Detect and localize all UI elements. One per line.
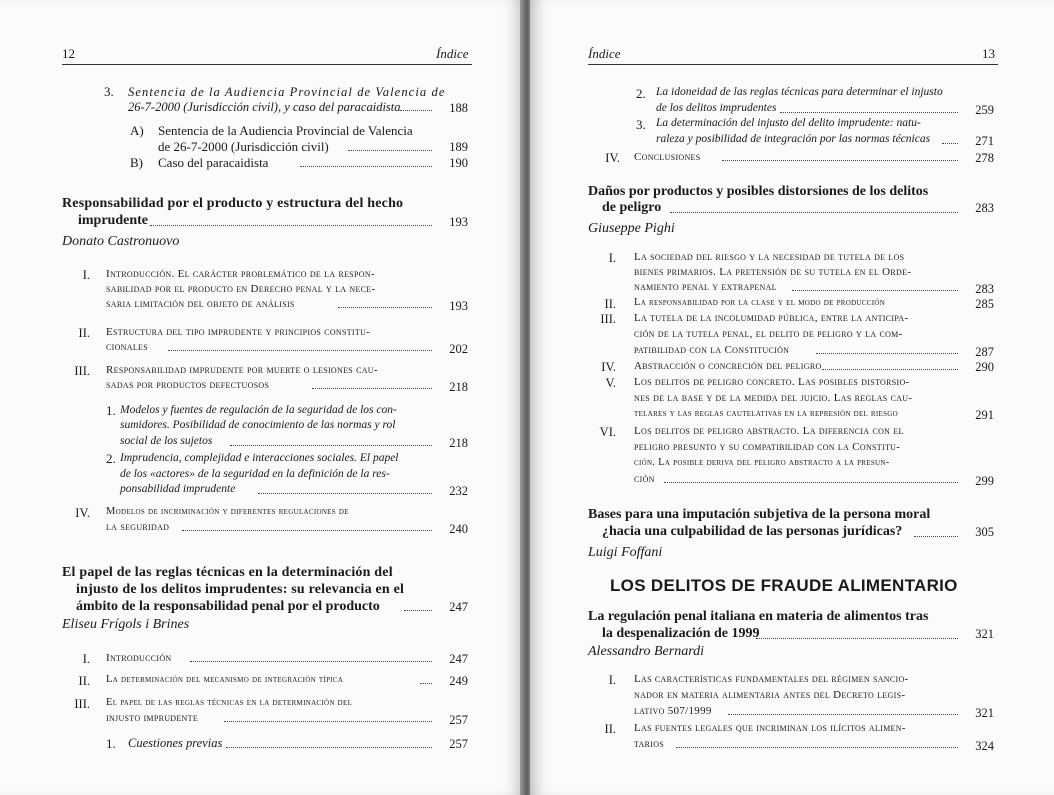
entry-line: 26-7-2000 (Jurisdicción civil), y caso del paracaidista: [128, 100, 401, 114]
item-line: tarios: [634, 738, 665, 750]
dot-leader: [914, 536, 958, 537]
item-page: 257: [449, 713, 468, 727]
item-page: 324: [975, 739, 994, 753]
dot-leader: [780, 112, 958, 113]
item-line: Las fuentes legales que incriminan los ilícitos alimen-: [634, 722, 906, 734]
dot-leader: [420, 683, 432, 684]
dot-leader: [226, 747, 432, 748]
item-line: patibilidad con la Constitución: [634, 344, 790, 356]
item-line: cionales: [106, 341, 148, 353]
item-number: IV.: [75, 506, 90, 520]
header-rule: [588, 64, 998, 65]
dot-leader: [258, 493, 432, 494]
chapter-author: Alessandro Bernardi: [588, 644, 705, 659]
dot-leader: [404, 610, 432, 611]
item-page: 299: [975, 474, 994, 488]
entry-line: de 26-7-2000 (Jurisdicción civil): [158, 139, 329, 154]
dot-leader: [182, 530, 432, 531]
left-page: [0, 0, 523, 795]
dot-leader: [190, 661, 432, 662]
item-line: ción: [634, 473, 655, 485]
item-number: III.: [600, 312, 616, 326]
item-page: 249: [449, 674, 468, 688]
item-line: namiento penal y extrapenal: [634, 281, 777, 293]
item-number: II.: [78, 326, 90, 340]
item-line: telares y las reglas cautelativas en la represión del riesgo: [634, 408, 898, 419]
item-page: 287: [975, 345, 994, 359]
item-number: VI.: [599, 425, 616, 439]
chapter-title: imprudente: [78, 213, 148, 228]
chapter-title: de peligro: [602, 200, 662, 215]
item-page: 240: [449, 522, 468, 536]
item-page: 291: [975, 408, 994, 422]
item-page: 283: [975, 282, 994, 296]
item-number: II.: [604, 722, 616, 736]
item-line: nador en materia alimentaria antes del Decreto legis-: [634, 689, 906, 701]
entry-line: raleza y posibilidad de integración por las normas técnicas: [656, 133, 931, 145]
entry-line: La idoneidad de las reglas técnicas para determinar el injusto: [656, 86, 943, 98]
chapter-page: 305: [975, 525, 994, 539]
dot-leader: [338, 307, 432, 308]
item-number: 1.: [106, 736, 116, 751]
entry-line: de los delitos imprudentes: [656, 102, 777, 114]
dot-leader: [792, 290, 958, 291]
item-line: peligro presunto y su compatibilidad con la Constitu-: [634, 441, 901, 453]
chapter-page: 193: [449, 215, 468, 229]
item-line: injusto imprudente: [106, 712, 199, 724]
item-line: Modelos de incriminación y diferentes regulaciones de: [106, 506, 349, 517]
entry-line: Sentencia de la Audiencia Provincial de Valencia de: [128, 85, 446, 99]
entry-line: Conclusiones: [634, 151, 701, 163]
item-page: 232: [449, 484, 468, 498]
dot-leader: [224, 721, 432, 722]
dot-leader: [756, 638, 958, 639]
entry-page: 259: [975, 103, 994, 117]
chapter-page: 321: [975, 627, 994, 641]
item-line: ción de la tutela penal, el delito de peligro y la com-: [634, 328, 903, 340]
dot-leader: [676, 747, 958, 748]
item-line: sumidores. Posibilidad de conocimiento de las normas y rol: [120, 419, 396, 431]
item-page: 321: [975, 706, 994, 720]
running-head: Índice: [436, 46, 469, 61]
item-number: I.: [82, 268, 90, 282]
item-number: II.: [604, 297, 616, 311]
item-line: Responsabilidad imprudente por muerte o lesiones cau-: [106, 364, 378, 376]
entry-number: 2.: [636, 86, 646, 101]
dot-leader: [670, 212, 958, 213]
item-page: 193: [449, 299, 468, 313]
item-line: ponsabilidad imprudente: [120, 483, 236, 495]
entry-page: 271: [975, 134, 994, 148]
chapter-author: Donato Castronuovo: [62, 234, 180, 249]
item-line: social de los sujetos: [120, 435, 213, 447]
dot-leader: [942, 143, 958, 144]
chapter-title: La regulación penal italiana en materia de alimentos tras: [588, 609, 929, 624]
entry-number: A): [130, 123, 144, 138]
item-line: la seguridad: [106, 521, 170, 533]
item-line: sabilidad por el producto en Derecho penal y la nece-: [106, 283, 376, 295]
item-line: Abstracción o concreción del peligro: [634, 360, 822, 372]
chapter-title: la despenalización de 1999: [602, 626, 760, 641]
chapter-title: El papel de las reglas técnicas en la determinación del: [62, 565, 393, 580]
chapter-page: 283: [975, 201, 994, 215]
item-number: 2.: [106, 451, 116, 466]
item-page: 290: [975, 360, 994, 374]
item-line: lativo 507/1999: [634, 705, 712, 717]
item-line: bienes primarios. La pretensión de su tutela en el Orde-: [634, 266, 912, 278]
item-number: I.: [608, 673, 616, 687]
item-number: III.: [74, 364, 90, 378]
item-line: La responsabilidad por la clase y el modo de producción: [634, 297, 886, 308]
dot-leader: [664, 482, 958, 483]
entry-line: La determinación del injusto del delito imprudente: natu-: [656, 117, 921, 129]
item-number: II.: [78, 674, 90, 688]
chapter-title: Bases para una imputación subjetiva de la persona moral: [588, 507, 931, 522]
item-page: 285: [975, 297, 994, 311]
page-number: 12: [62, 46, 75, 61]
item-line: saria limitación del objeto de análisis: [106, 298, 295, 310]
item-line: Modelos y fuentes de regulación de la seguridad de los con-: [120, 404, 397, 416]
item-line: La tutela de la incolumidad pública, entre la anticipa-: [634, 312, 909, 324]
chapter-page: 247: [449, 600, 468, 614]
dot-leader: [312, 388, 432, 389]
item-line: Estructura del tipo imprudente y principios constitu-: [106, 326, 371, 338]
item-page: 218: [449, 380, 468, 394]
item-number: 1.: [106, 403, 116, 418]
entry-number: 3.: [636, 117, 646, 132]
dot-leader: [822, 369, 958, 370]
item-number: IV.: [601, 360, 616, 374]
entry-page: 278: [975, 151, 994, 165]
item-line: La sociedad del riesgo y la necesidad de tutela de los: [634, 251, 905, 263]
entry-line: Caso del paracaidista: [158, 155, 269, 170]
item-line: Los delitos de peligro concreto. Las posibles distorsio-: [634, 376, 910, 388]
entry-number: IV.: [605, 151, 620, 165]
item-line: El papel de las reglas técnicas en la determinación del: [106, 697, 353, 708]
entry-page: 189: [449, 140, 468, 154]
dot-leader: [400, 110, 432, 111]
entry-page: 188: [449, 101, 468, 115]
header-rule: [62, 64, 472, 65]
chapter-title: injusto de los delitos imprudentes: su relevancia en el: [76, 582, 405, 597]
entry-page: 190: [449, 156, 468, 170]
running-head: Índice: [588, 46, 621, 61]
right-page: [530, 0, 1054, 795]
item-page: 202: [449, 342, 468, 356]
item-line: Las características fundamentales del régimen sancio-: [634, 673, 909, 685]
dot-leader: [348, 150, 432, 151]
item-line: Introducción: [106, 652, 172, 664]
item-line: Imprudencia, complejidad e interacciones sociales. El papel: [120, 452, 399, 464]
item-line: de los «actores» de la seguridad en la definición de la res-: [120, 468, 390, 480]
item-page: 257: [449, 737, 468, 751]
dot-leader: [728, 714, 958, 715]
item-page: 247: [449, 652, 468, 666]
item-page: 218: [449, 436, 468, 450]
chapter-title: ¿hacia una culpabilidad de las personas jurídicas?: [602, 524, 903, 539]
chapter-author: Luigi Foffani: [588, 545, 663, 560]
chapter-author: Eliseu Frígols i Brines: [62, 617, 190, 632]
dot-leader: [722, 160, 958, 161]
item-line: sadas por productos defectuosos: [106, 379, 270, 391]
item-line: Introducción. El carácter problemático de la respon-: [106, 268, 375, 280]
item-line: Cuestiones previas: [128, 736, 223, 750]
chapter-title: ámbito de la responsabilidad penal por el producto: [76, 599, 380, 614]
chapter-author: Giuseppe Pighi: [588, 221, 675, 236]
item-number: I.: [82, 652, 90, 666]
dot-leader: [168, 350, 432, 351]
entry-number: B): [130, 155, 143, 170]
dot-leader: [230, 445, 432, 446]
item-line: Los delitos de peligro abstracto. La diferencia con el: [634, 425, 904, 437]
item-number: I.: [608, 251, 616, 265]
dot-leader: [150, 225, 432, 226]
dot-leader: [816, 353, 958, 354]
page-number: 13: [982, 46, 995, 61]
item-number: III.: [74, 697, 90, 711]
entry-line: Sentencia de la Audiencia Provincial de Valencia: [158, 123, 413, 138]
dot-leader: [300, 166, 432, 167]
section-heading: LOS DELITOS DE FRAUDE ALIMENTARIO: [610, 576, 958, 595]
item-line: La determinación del mecanismo de integración típica: [106, 674, 344, 685]
item-line: ción. La posible deriva del peligro abstracto a la presun-: [634, 457, 890, 468]
item-number: V.: [605, 376, 616, 390]
chapter-title: Daños por productos y posibles distorsiones de los delitos: [588, 184, 929, 199]
chapter-title: Responsabilidad por el producto y estructura del hecho: [62, 196, 404, 211]
item-line: nes de la base y de la medida del juicio. Las reglas cau-: [634, 392, 913, 404]
entry-number: 3.: [104, 84, 114, 99]
